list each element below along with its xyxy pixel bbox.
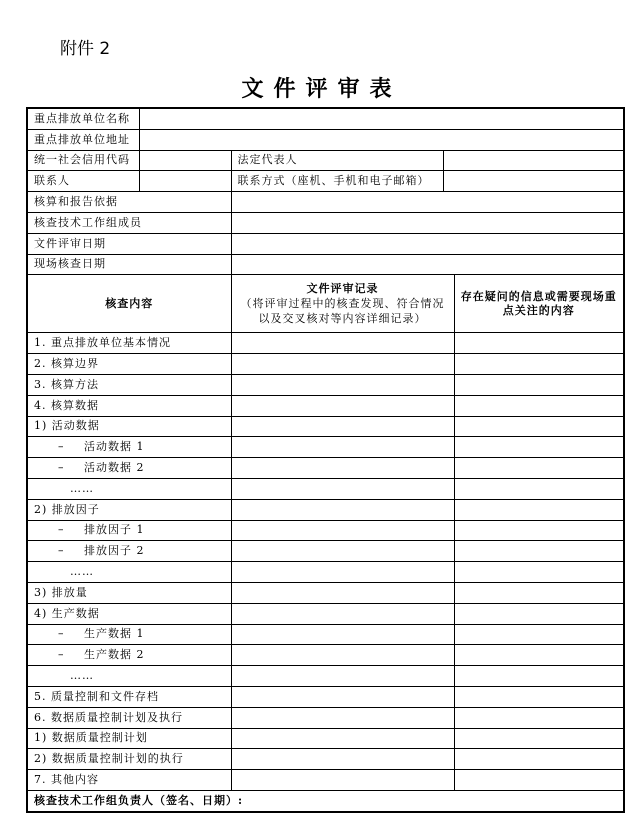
review-record-cell[interactable] xyxy=(231,395,454,416)
dash-bullet: – xyxy=(58,523,65,537)
doubt-cell[interactable] xyxy=(454,541,624,562)
items-body xyxy=(27,333,624,791)
table-row xyxy=(27,520,624,541)
footer-row xyxy=(27,790,624,811)
table-row xyxy=(27,354,624,375)
table-row xyxy=(27,562,624,583)
doubt-cell[interactable] xyxy=(454,749,624,770)
review-record-cell[interactable] xyxy=(231,354,454,375)
doubt-cell[interactable] xyxy=(454,458,624,479)
record-header-title: 文件评审记录 xyxy=(306,281,379,295)
table-row xyxy=(27,233,624,254)
table-row xyxy=(27,645,624,666)
item-label: 6. 数据质量控制计划及执行 xyxy=(27,707,231,728)
item-label: …… xyxy=(27,562,231,583)
review-form-table xyxy=(26,107,625,813)
review-record-cell[interactable] xyxy=(231,603,454,624)
item-label: 1) 数据质量控制计划 xyxy=(27,728,231,749)
item-label-text: 排放因子 1 xyxy=(84,523,145,537)
table-row xyxy=(27,212,624,233)
doubt-cell[interactable] xyxy=(454,562,624,583)
contact-method-field[interactable] xyxy=(443,171,624,192)
item-label: 7. 其他内容 xyxy=(27,770,231,791)
credit-code-label: 统一社会信用代码 xyxy=(27,150,139,171)
doubt-cell[interactable] xyxy=(454,686,624,707)
review-record-cell[interactable] xyxy=(231,458,454,479)
unit-address-field[interactable] xyxy=(139,129,624,150)
review-record-cell[interactable] xyxy=(231,541,454,562)
doubt-cell[interactable] xyxy=(454,333,624,354)
item-label: 2) 排放因子 xyxy=(27,499,231,520)
team-members-label: 核查技术工作组成员 xyxy=(27,212,231,233)
doubt-cell[interactable] xyxy=(454,666,624,687)
credit-code-field[interactable] xyxy=(139,150,231,171)
table-row xyxy=(27,770,624,791)
item-label: 1. 重点排放单位基本情况 xyxy=(27,333,231,354)
table-row xyxy=(27,171,624,192)
table-row xyxy=(27,254,624,275)
basis-label: 核算和报告依据 xyxy=(27,192,231,213)
dash-bullet: – xyxy=(58,544,65,558)
doubt-cell[interactable] xyxy=(454,416,624,437)
site-date-label: 现场核查日期 xyxy=(27,254,231,275)
review-record-cell[interactable] xyxy=(231,562,454,583)
item-label-text: 生产数据 1 xyxy=(84,627,145,641)
review-record-cell[interactable] xyxy=(231,478,454,499)
review-record-cell[interactable] xyxy=(231,520,454,541)
doubt-cell[interactable] xyxy=(454,520,624,541)
table-row xyxy=(27,416,624,437)
unit-name-label: 重点排放单位名称 xyxy=(27,108,139,129)
item-label xyxy=(27,458,231,479)
item-label xyxy=(27,541,231,562)
item-label: 4) 生产数据 xyxy=(27,603,231,624)
table-row xyxy=(27,728,624,749)
doubt-cell[interactable] xyxy=(454,499,624,520)
doubt-cell[interactable] xyxy=(454,728,624,749)
item-label: 2) 数据质量控制计划的执行 xyxy=(27,749,231,770)
doubt-cell[interactable] xyxy=(454,478,624,499)
item-label: 1) 活动数据 xyxy=(27,416,231,437)
review-record-cell[interactable] xyxy=(231,728,454,749)
doubt-cell[interactable] xyxy=(454,707,624,728)
legal-rep-label: 法定代表人 xyxy=(231,150,443,171)
record-header-note: （将评审过程中的核查发现、符合情况以及交叉核对等内容详细记录） xyxy=(240,296,445,325)
table-row xyxy=(27,192,624,213)
review-record-cell[interactable] xyxy=(231,416,454,437)
record-header xyxy=(231,275,454,333)
doubt-cell[interactable] xyxy=(454,624,624,645)
item-label-text: 生产数据 2 xyxy=(84,648,145,662)
item-label xyxy=(27,624,231,645)
item-label-text: 活动数据 1 xyxy=(84,440,145,454)
doubt-cell[interactable] xyxy=(454,603,624,624)
review-record-cell[interactable] xyxy=(231,749,454,770)
review-record-cell[interactable] xyxy=(231,374,454,395)
review-record-cell[interactable] xyxy=(231,499,454,520)
doubt-cell[interactable] xyxy=(454,582,624,603)
unit-address-label: 重点排放单位地址 xyxy=(27,129,139,150)
review-date-label: 文件评审日期 xyxy=(27,233,231,254)
signature-label[interactable]: 核查技术工作组负责人（签名、日期）: xyxy=(27,790,624,811)
table-row xyxy=(27,686,624,707)
table-row xyxy=(27,666,624,687)
doubt-cell[interactable] xyxy=(454,354,624,375)
item-label xyxy=(27,437,231,458)
table-row xyxy=(27,541,624,562)
contact-person-field[interactable] xyxy=(139,171,231,192)
doubt-header: 存在疑问的信息或需要现场重点关注的内容 xyxy=(454,275,624,333)
review-record-cell[interactable] xyxy=(231,707,454,728)
table-row xyxy=(27,108,624,129)
attachment-label: 附件 2 xyxy=(60,39,111,59)
item-label: 4. 核算数据 xyxy=(27,395,231,416)
table-row xyxy=(27,582,624,603)
table-row xyxy=(27,150,624,171)
content-header: 核查内容 xyxy=(27,275,231,333)
item-label: 2. 核算边界 xyxy=(27,354,231,375)
item-label: …… xyxy=(27,478,231,499)
doubt-cell[interactable] xyxy=(454,374,624,395)
dash-bullet: – xyxy=(58,627,65,641)
table-row xyxy=(27,749,624,770)
table-row xyxy=(27,129,624,150)
site-date-field[interactable] xyxy=(231,254,624,275)
table-row xyxy=(27,437,624,458)
table-row xyxy=(27,395,624,416)
item-label xyxy=(27,520,231,541)
contact-person-label: 联系人 xyxy=(27,171,139,192)
table-row xyxy=(27,458,624,479)
dash-bullet: – xyxy=(58,648,65,662)
legal-rep-field[interactable] xyxy=(443,150,624,171)
page-title: 文件评审表 xyxy=(241,76,402,102)
doubt-cell[interactable] xyxy=(454,770,624,791)
review-record-cell[interactable] xyxy=(231,582,454,603)
review-record-cell[interactable] xyxy=(231,770,454,791)
table-row xyxy=(27,333,624,354)
team-members-field[interactable] xyxy=(231,212,624,233)
header-row xyxy=(27,275,624,333)
doubt-cell[interactable] xyxy=(454,395,624,416)
review-record-cell[interactable] xyxy=(231,645,454,666)
table-row xyxy=(27,624,624,645)
doubt-cell[interactable] xyxy=(454,645,624,666)
item-label: 5. 质量控制和文件存档 xyxy=(27,686,231,707)
review-date-field[interactable] xyxy=(231,233,624,254)
review-record-cell[interactable] xyxy=(231,437,454,458)
item-label-text: 排放因子 2 xyxy=(84,544,145,558)
item-label: …… xyxy=(27,666,231,687)
basis-field[interactable] xyxy=(231,192,624,213)
dash-bullet: – xyxy=(58,461,65,475)
table-row xyxy=(27,603,624,624)
table-row xyxy=(27,707,624,728)
contact-method-label: 联系方式（座机、手机和电子邮箱） xyxy=(231,171,443,192)
doubt-cell[interactable] xyxy=(454,437,624,458)
unit-name-field[interactable] xyxy=(139,108,624,129)
item-label: 3) 排放量 xyxy=(27,582,231,603)
item-label-text: 活动数据 2 xyxy=(84,461,145,475)
review-record-cell[interactable] xyxy=(231,666,454,687)
review-record-cell[interactable] xyxy=(231,686,454,707)
table-row xyxy=(27,478,624,499)
dash-bullet: – xyxy=(58,440,65,454)
item-label: 3. 核算方法 xyxy=(27,374,231,395)
table-row xyxy=(27,499,624,520)
table-row xyxy=(27,374,624,395)
review-record-cell[interactable] xyxy=(231,624,454,645)
review-record-cell[interactable] xyxy=(231,333,454,354)
item-label xyxy=(27,645,231,666)
